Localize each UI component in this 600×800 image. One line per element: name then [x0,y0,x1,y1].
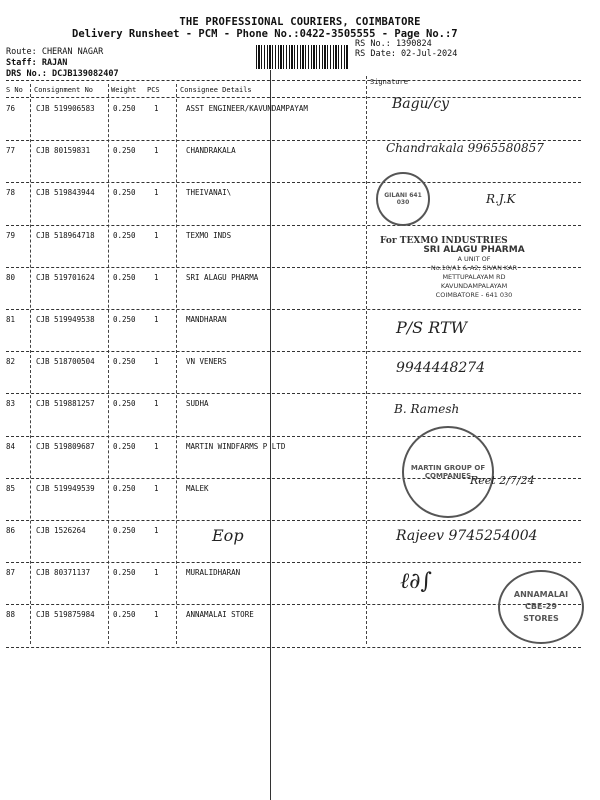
row-divider [6,393,581,394]
row-sno: 82 [6,357,16,367]
row-divider [6,309,581,310]
header-rule-top [6,80,581,81]
staff-label: Staff: RAJAN [6,58,68,68]
row-consignment-no: CJB 519949538 [36,315,95,324]
row-divider [6,520,581,521]
route-label: Route: CHERAN NAGAR [6,47,104,57]
column-header-sno: S No [6,86,23,94]
row-consignee: SRI ALAGU PHARMA [186,272,259,282]
row-consignee: MURALIDHARAN [186,568,241,578]
alagu-pharma-stamp: SRI ALAGU PHARMA A UNIT OF No.10/A1 & A2, SIVAN KAR METTUPALAYAM RD KAVUNDAMPALAYAM COIMBATORE - 641 030 [423,245,525,299]
signature-row-78: R.J.K [486,192,516,206]
row-pcs: 1 [154,146,159,156]
row-consignment-no: CJB 519906583 [36,104,95,113]
row-divider [6,436,581,437]
column-divider [108,84,109,644]
row-weight: 0.250 [113,272,136,282]
row-consignee: SUDHA [186,399,209,409]
column-header-weight: Weight [111,86,137,94]
row-sno: 87 [6,568,16,578]
company-title: THE PROFESSIONAL COURIERS, COIMBATORE [179,16,421,28]
column-header-pcs: PCS [147,86,160,94]
column-divider [366,76,367,644]
rs-date: RS Date: 02-Jul-2024 [355,49,458,59]
row-consignment-no: CJB 518964718 [36,230,95,240]
row-pcs: 1 [154,357,159,367]
row-consignment-no: CJB 518700504 [36,357,95,367]
row-sno: 83 [6,399,16,409]
row-consignee: VN VENERS [186,357,227,367]
rs-number: RS No.: 1390824 [355,39,432,49]
row-consignee: ASST ENGINEER/KAVUNDAMPAYAM [186,104,308,113]
row-divider [6,351,581,352]
row-consignee: MANDHARAN [186,315,227,324]
signature-row-81: P/S RTW [396,318,468,337]
column-divider [30,84,31,644]
signature-row-76: Bagu/cy [392,96,450,112]
row-consignee: MARTIN WINDFARMS P LTD [186,441,286,451]
row-weight: 0.250 [113,188,136,198]
row-pcs: 1 [154,441,159,451]
row-pcs: 1 [154,315,159,324]
row-divider [6,647,581,648]
row-pcs: 1 [154,104,159,113]
header-rule-bottom [6,97,581,98]
signature-row-86: Rajeev 9745254004 [396,528,538,544]
row-consignment-no: CJB 1526264 [36,526,86,535]
row-weight: 0.250 [113,610,136,620]
row-consignee: TEXMO INDS [186,230,232,240]
row-sno: 88 [6,610,16,620]
signature-row-85: Reet 2/7/24 [470,474,535,487]
row-pcs: 1 [154,568,159,578]
row-divider [6,225,581,226]
martin-group-stamp-icon: MARTIN GROUP OF COMPANIES [402,426,494,518]
row-sno: 76 [6,104,16,113]
runsheet-subtitle: Delivery Runsheet - PCM - Phone No.:0422-3505555 - Page No.:7 [72,28,458,40]
signature-row-86-extra: Eop [212,526,244,545]
row-weight: 0.250 [113,441,136,451]
row-sno: 80 [6,272,16,282]
row-sno: 81 [6,315,16,324]
row-weight: 0.250 [113,568,136,578]
row-weight: 0.250 [113,526,136,535]
row-consignment-no: CJB 519875984 [36,610,95,620]
column-header-consignee: Consignee Details [180,86,252,94]
round-stamp-icon: GILANI 641 030 [376,172,430,226]
row-consignee: THEIVANAI\ [186,188,232,198]
annamalai-stores-stamp-icon: ANNAMALAI CBE-29 STORES [498,570,584,644]
signature-row-83: B. Ramesh [394,402,460,416]
column-header-signature: Signature [370,78,408,86]
row-weight: 0.250 [113,230,136,240]
row-sno: 85 [6,483,16,493]
row-weight: 0.250 [113,399,136,409]
row-sno: 79 [6,230,16,240]
row-weight: 0.250 [113,315,136,324]
row-weight: 0.250 [113,104,136,113]
column-divider [176,84,177,644]
row-pcs: 1 [154,526,159,535]
row-consignment-no: CJB 519949539 [36,483,95,493]
row-sno: 78 [6,188,16,198]
row-sno: 86 [6,526,16,535]
drs-number: DRS No.: DCJB139082407 [6,69,119,79]
row-consignment-no: CJB 519701624 [36,272,95,282]
signature-row-87-scribble: ℓ∂∫ [400,569,433,594]
row-sno: 77 [6,146,16,156]
row-weight: 0.250 [113,357,136,367]
row-consignment-no: CJB 519809687 [36,441,95,451]
row-divider [6,562,581,563]
texmo-stamp: For TEXMO INDUSTRIES [380,236,508,246]
row-pcs: 1 [154,610,159,620]
row-divider [6,182,581,183]
signature-row-77: Chandrakala 9965580857 [386,141,544,155]
row-consignment-no: CJB 80159831 [36,146,91,156]
row-weight: 0.250 [113,146,136,156]
column-header-consignment: Consignment No [34,86,94,94]
row-pcs: 1 [154,272,159,282]
barcode [256,45,348,69]
row-divider [6,604,581,605]
row-pcs: 1 [154,483,159,493]
row-consignment-no: CJB 519843944 [36,188,95,198]
row-consignment-no: CJB 519881257 [36,399,95,409]
row-pcs: 1 [154,188,159,198]
signature-row-82: 9944448274 [396,360,486,376]
row-consignee: MALEK [186,483,209,493]
row-weight: 0.250 [113,483,136,493]
row-sno: 84 [6,441,16,451]
row-consignee: CHANDRAKALA [186,146,236,156]
row-consignee: ANNAMALAI STORE [186,610,254,620]
row-consignment-no: CJB 80371137 [36,568,91,578]
row-pcs: 1 [154,399,159,409]
row-pcs: 1 [154,230,159,240]
